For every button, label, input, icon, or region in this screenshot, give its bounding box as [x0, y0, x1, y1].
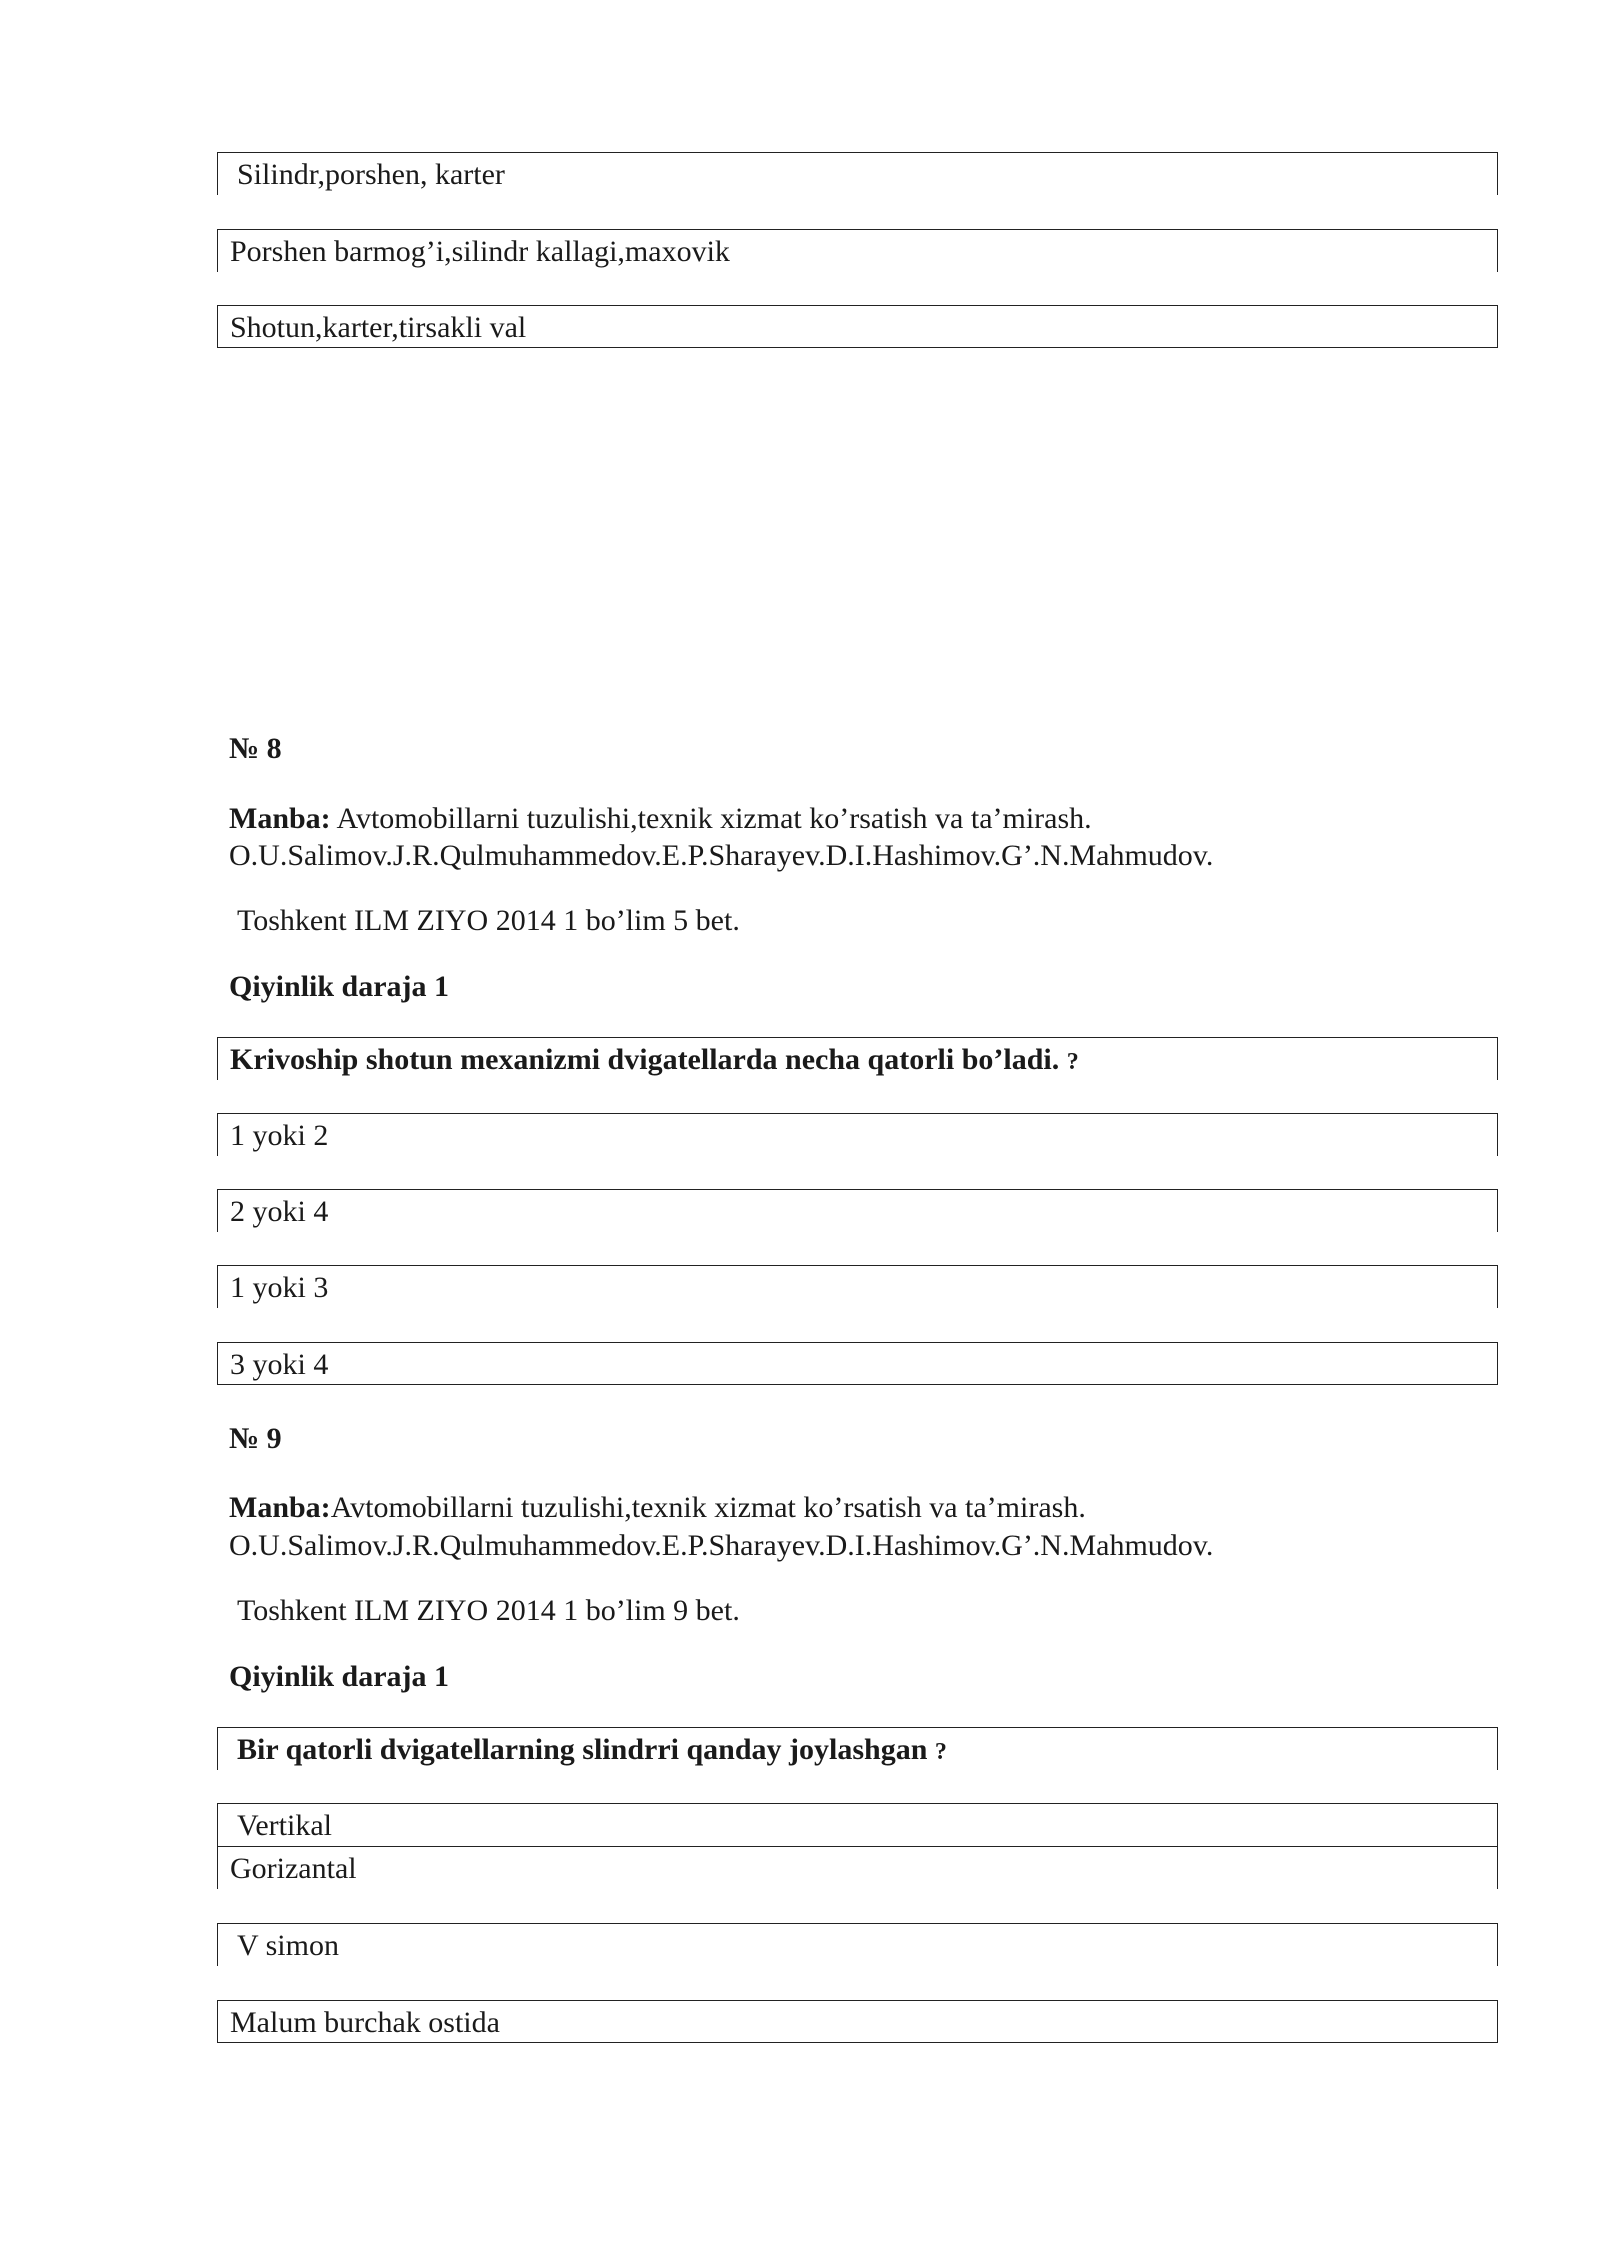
source-publisher: Toshkent ILM ZIYO 2014 1 bo’lim 5 bet.	[237, 904, 740, 937]
answer-option-text: 1 yoki 2	[230, 1119, 329, 1152]
source-label: Manba:	[229, 802, 331, 835]
question-number: № 8	[229, 732, 282, 765]
answer-option-text: Silindr,porshen, karter	[237, 158, 505, 191]
answer-option	[217, 1923, 1498, 1966]
source-line	[229, 801, 1092, 837]
answer-option	[217, 1189, 1498, 1232]
answer-option-text: Porshen barmog’i,silindr kallagi,maxovik	[230, 235, 730, 268]
answer-option	[217, 1113, 1498, 1156]
question-text: Krivoship shotun mexanizmi dvigatellarda necha qatorli bo’ladi.	[230, 1043, 1067, 1076]
difficulty-level: Qiyinlik daraja 1	[229, 1660, 450, 1693]
answer-option	[217, 1803, 1498, 1846]
answer-option-text: V simon	[237, 1929, 339, 1962]
source-label: Manba:	[229, 1491, 331, 1524]
question-mark: ?	[934, 1739, 947, 1765]
question-box	[217, 1037, 1498, 1080]
question-text: Bir qatorli dvigatellarning slindrri qanday joylashgan	[237, 1733, 935, 1766]
answer-option-text: Vertikal	[237, 1809, 332, 1842]
answer-option	[217, 1342, 1498, 1385]
question-box	[217, 1727, 1498, 1770]
answer-option	[217, 1265, 1498, 1308]
answer-option	[217, 1846, 1498, 1889]
question-number: № 9	[229, 1422, 282, 1455]
answer-option-text: 3 yoki 4	[230, 1348, 329, 1381]
answer-option-text: 2 yoki 4	[230, 1195, 329, 1228]
source-text: Avtomobillarni tuzulishi,texnik xizmat ko’rsatish va ta’mirash.	[330, 802, 1092, 835]
answer-option	[217, 2000, 1498, 2043]
answer-option-text: 1 yoki 3	[230, 1271, 329, 1304]
answer-option	[217, 305, 1498, 348]
difficulty-level: Qiyinlik daraja 1	[229, 970, 450, 1003]
answer-option	[217, 152, 1498, 195]
source-authors: O.U.Salimov.J.R.Qulmuhammedov.E.P.Sharayev.D.I.Hashimov.G’.N.Mahmudov.	[229, 1529, 1214, 1562]
answer-option-text: Malum burchak ostida	[230, 2006, 500, 2039]
source-line	[229, 1490, 1086, 1526]
source-authors: O.U.Salimov.J.R.Qulmuhammedov.E.P.Sharayev.D.I.Hashimov.G’.N.Mahmudov.	[229, 839, 1214, 872]
question-mark: ?	[1066, 1049, 1079, 1075]
source-publisher: Toshkent ILM ZIYO 2014 1 bo’lim 9 bet.	[237, 1594, 740, 1627]
answer-option	[217, 229, 1498, 272]
answer-option-text: Gorizantal	[230, 1852, 357, 1885]
answer-option-text: Shotun,karter,tirsakli val	[230, 311, 527, 344]
source-text: Avtomobillarni tuzulishi,texnik xizmat ko’rsatish va ta’mirash.	[330, 1491, 1086, 1524]
